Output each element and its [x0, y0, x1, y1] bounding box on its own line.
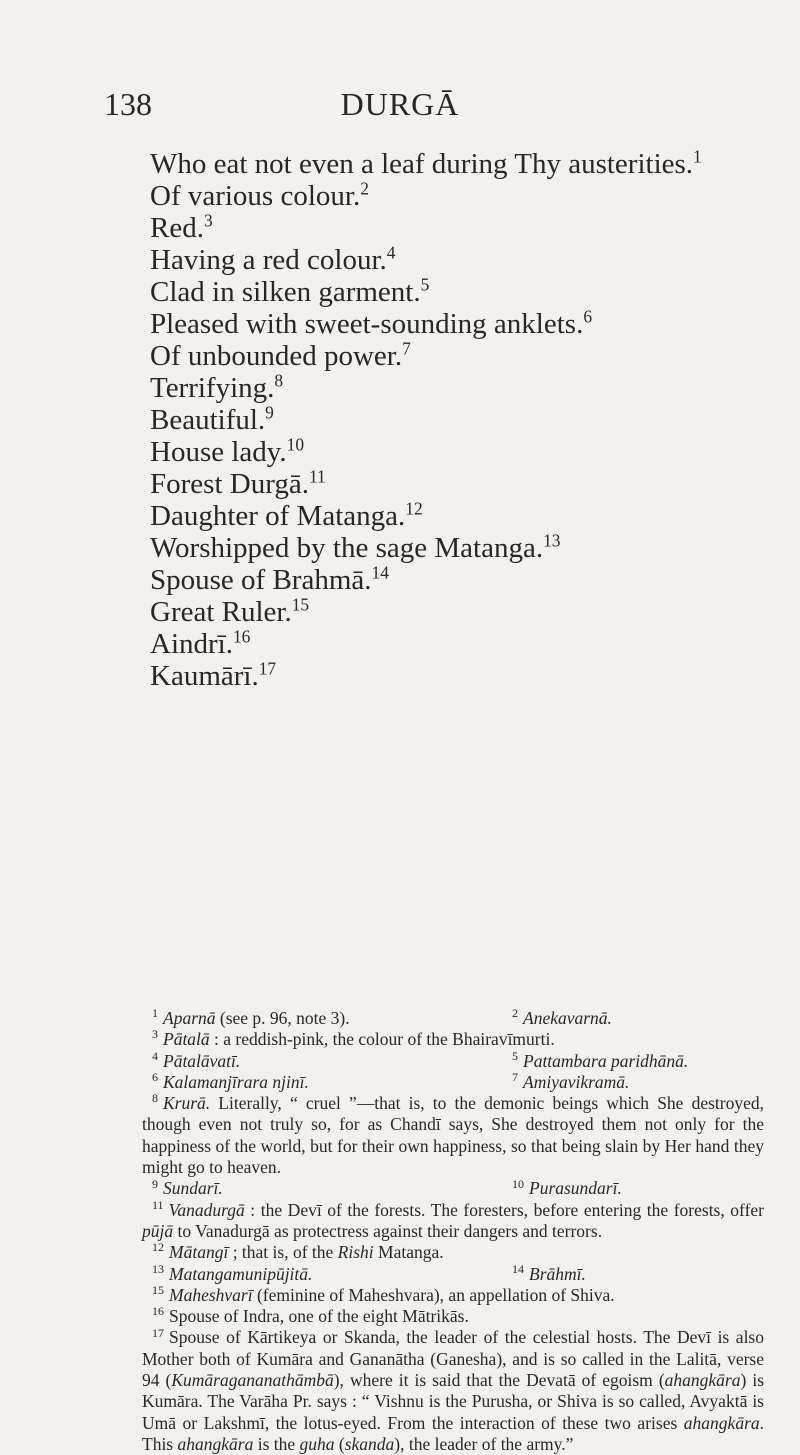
verse-line: Beautiful.$^9$ [150, 402, 274, 436]
footnote-ref: 15 [291, 594, 310, 615]
verse-line: Of unbounded power.$^7$ [150, 338, 411, 372]
footnote-ref: 12 [405, 498, 423, 519]
verse-line: House lady.$^{10}$ [150, 434, 305, 468]
footnote: $^{16}$ Spouse of Indra, one of the eight Mātrikās. [152, 1304, 469, 1327]
footnote-ref: 6 [583, 306, 593, 327]
footnote: $^{11}$ Vanadurgā : the Devī of the forests. The foresters, before entering the forests, offer pūjā to Vanadurgā as protectress against their dangers and terrors. [142, 1197, 764, 1241]
page-number: 138 [104, 86, 152, 122]
footnote-ref: 10 [286, 434, 305, 455]
footnote: $^{12}$ Mātangī ; that is, of the Rishi Matanga. [152, 1240, 444, 1263]
footnote: $^6$ Kalamanjīrara njinī. [152, 1070, 309, 1092]
footnote-row [142, 1072, 764, 1093]
running-title: DURGĀ [340, 86, 460, 122]
footnote: $^{10}$ Purasundarī. [512, 1176, 622, 1199]
footnote-ref: 16 [232, 626, 251, 647]
footnote: $^5$ Pattambara paridhānā. [512, 1048, 689, 1071]
footnote-ref: 1 [693, 146, 702, 167]
footnotes [142, 1008, 764, 1455]
footnote: $^7$ Amiyavikramā. [512, 1070, 630, 1092]
footnote: $^{13}$ Matangamunipūjitā. [152, 1261, 313, 1284]
verse-line: Kaumārī.$^{17}$ [150, 658, 277, 692]
verse-line: Aindrī.$^{16}$ [150, 626, 251, 660]
verse-list [150, 148, 750, 692]
footnote-row [142, 1178, 764, 1199]
footnote-ref: 8 [274, 370, 284, 391]
footnote-ref: 7 [402, 338, 411, 359]
verse-line: Forest Durgā.$^{11}$ [150, 466, 326, 500]
footnote: $^8$ Krurā. Literally, “ cruel ”—that is, to the demonic beings which She destroyed, though even not truly so, for as Chandī says, She destroyed them not only for the happiness of the world, but for their own happiness, so that being slain by Her hand they might go to heaven. [142, 1091, 764, 1178]
footnote-ref: 3 [203, 210, 213, 231]
footnote-ref: 17 [258, 658, 277, 679]
verse-line: Red.$^3$ [150, 210, 213, 244]
verse-line: Clad in silken garment.$^5$ [150, 274, 430, 308]
verse-line: Pleased with sweet-sounding anklets.$^6$ [150, 306, 593, 340]
footnote-ref: 11 [308, 466, 326, 487]
footnote: $^3$ Pātalā : a reddish-pink, the colour of the Bhairavīmurti. [152, 1027, 555, 1050]
page-header [0, 86, 800, 126]
footnote-ref: 13 [543, 530, 561, 551]
footnote: $^4$ Pātalāvatī. [152, 1048, 241, 1071]
verse-line: Who eat not even a leaf during Thy austerities.$^1$ [150, 146, 702, 180]
footnote-ref: 2 [360, 178, 369, 199]
verse-line: Great Ruler.$^{15}$ [150, 594, 310, 628]
verse-line: Worshipped by the sage Matanga.$^{13}$ [150, 530, 561, 564]
footnote: $^1$ Aparnā (see p. 96, note 3). [152, 1006, 350, 1028]
footnote: $^2$ Anekavarnā. [512, 1006, 612, 1028]
verse-line: Daughter of Matanga.$^{12}$ [150, 498, 423, 532]
footnote: $^{15}$ Maheshvarī (feminine of Maheshvara), an appellation of Shiva. [152, 1283, 615, 1305]
footnote-ref: 5 [420, 274, 430, 295]
footnote: $^{17}$ Spouse of Kārtikeya or Skanda, the leader of the celestial hosts. The Devī is also Mother both of Kumāra and Gananātha (Ganesha), and is so called in the Lalitā, verse 94 (Kumāragananathāmbā), where it is said that the Devatā of egoism (ahangkāra) is Kumāra. The Varāha Pr. says : “ Vishnu is the Purusha, or Shiva is so called, Avyaktā is Umā or Lakshmī, the lotus-eyed. From the interaction of these two arises ahangkāra. This ahangkāra is the guha (skanda), the leader of the army.” [142, 1325, 765, 1454]
footnote: $^9$ Sundarī. [152, 1176, 223, 1199]
footnote-ref: 9 [265, 402, 274, 423]
footnote-ref: 4 [386, 242, 396, 263]
footnote: $^{14}$ Brāhmī. [512, 1261, 586, 1284]
footnote-row [142, 1048, 764, 1072]
verse-line: Terrifying.$^8$ [150, 370, 284, 404]
footnote-row [142, 1261, 764, 1285]
footnote-ref: 14 [371, 562, 389, 583]
verse-line: Of various colour.$^2$ [150, 178, 369, 212]
verse-line: Having a red colour.$^4$ [150, 242, 396, 276]
verse-line: Spouse of Brahmā.$^{14}$ [150, 562, 389, 596]
footnote-row [142, 1008, 764, 1029]
